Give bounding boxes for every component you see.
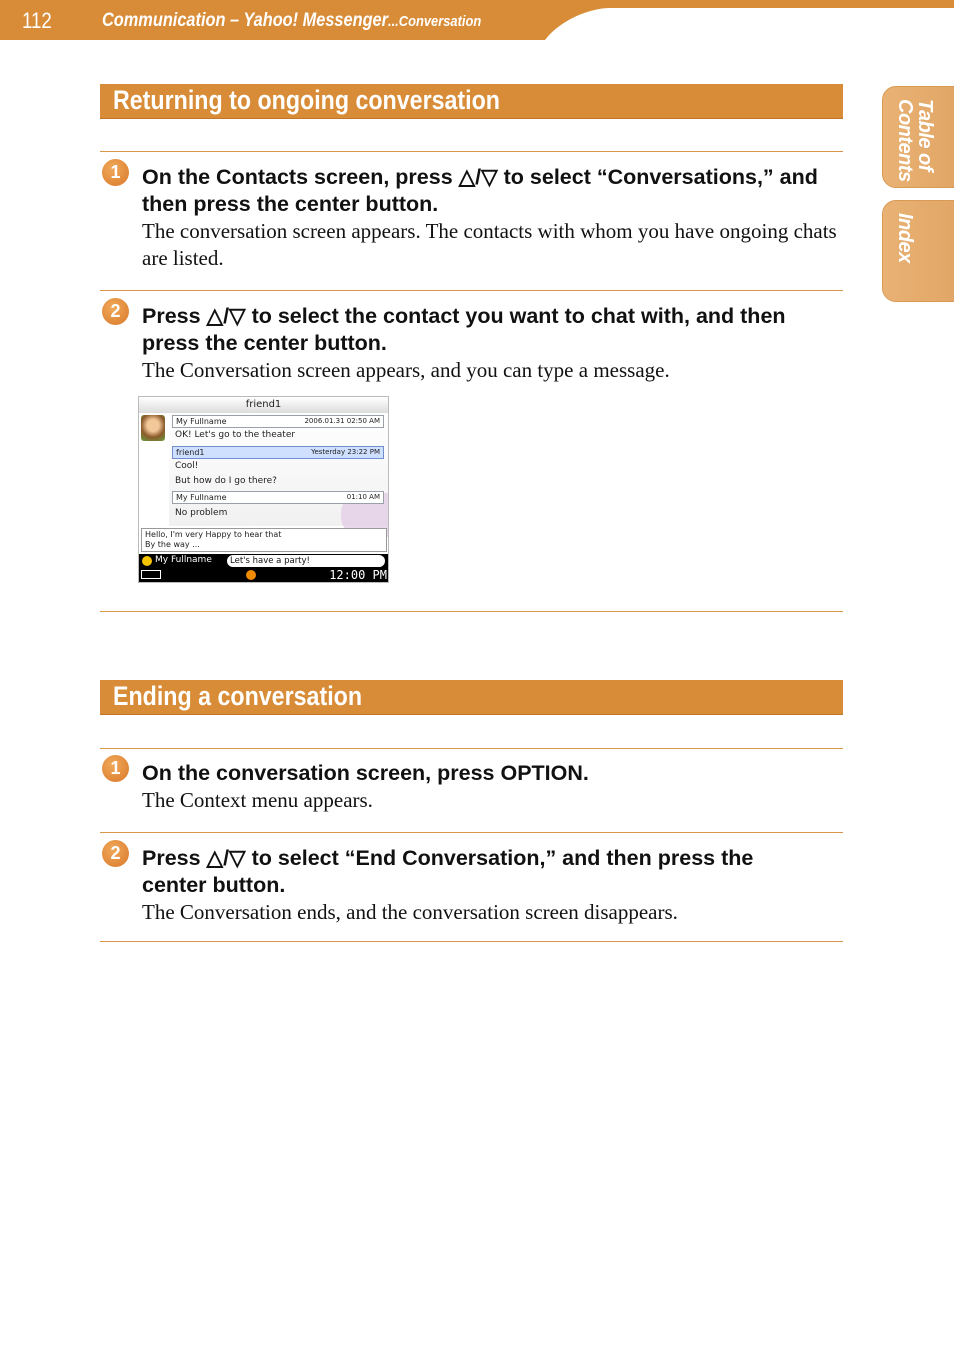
status-message: Let's have a party!: [227, 555, 385, 567]
message-text: OK! Let's go to the theater: [175, 430, 296, 440]
divider: [100, 748, 843, 749]
message-sender: friend1: [176, 448, 205, 457]
step-instruction: Press △/▽ to select the contact you want to chat with, and then press the center button.: [142, 304, 786, 355]
message-header: [172, 491, 384, 504]
step-result: The Conversation screen appears, and you can type a message.: [142, 358, 670, 382]
toc-label-line2: Contents: [894, 99, 916, 182]
emoji-icon: [246, 570, 256, 580]
table-of-contents-label: [895, 99, 935, 182]
section-heading-ending: [100, 680, 843, 715]
step-result: The Context menu appears.: [142, 788, 373, 812]
message-sender: My Fullname: [176, 417, 227, 426]
step-number-badge: 1: [102, 159, 129, 186]
avatar: [141, 415, 165, 441]
divider: [100, 941, 843, 942]
battery-icon: [141, 570, 161, 579]
step-2-returning: [100, 298, 843, 388]
message-timestamp: 2006.01.31 02:50 AM: [304, 417, 380, 425]
step-instruction: On the Contacts screen, press △/▽ to select “Conversations,” and then press the center button.: [142, 165, 818, 216]
page-number: 112: [22, 8, 52, 33]
chat-log: [169, 413, 388, 526]
index-tab[interactable]: [882, 200, 954, 302]
table-of-contents-tab[interactable]: [882, 86, 954, 188]
smiley-icon: [142, 556, 152, 566]
step-result: The Conversation ends, and the conversation screen disappears.: [142, 900, 678, 924]
step-instruction: On the conversation screen, press OPTION.: [142, 761, 589, 785]
toc-label-line1: Table of: [914, 99, 936, 171]
step-number-badge: 2: [102, 840, 129, 867]
section-heading-text: Returning to ongoing conversation: [113, 85, 500, 115]
divider: [100, 832, 843, 833]
message-text: Cool!: [175, 461, 199, 471]
step-instruction: Press △/▽ to select “End Conversation,” and then press the center button.: [142, 846, 754, 897]
section-heading-text: Ending a conversation: [113, 681, 363, 711]
index-label: Index: [894, 213, 916, 263]
screenshot-title: friend1: [139, 397, 388, 413]
message-sender: My Fullname: [176, 493, 227, 502]
message-header-selected: [172, 446, 384, 459]
divider: [100, 151, 843, 152]
message-text: But how do I go there?: [175, 476, 277, 486]
step-1-returning: [100, 159, 843, 287]
status-name: My Fullname: [155, 555, 212, 565]
message-timestamp: 01:10 AM: [346, 493, 380, 501]
conversation-screenshot: [138, 396, 389, 583]
input-line: By the way ...: [145, 540, 200, 549]
step-2-ending: [100, 840, 843, 935]
step-number-badge: 1: [102, 755, 129, 782]
step-1-ending: [100, 755, 843, 827]
section-heading-returning: [100, 84, 843, 119]
input-line: Hello, I'm very Happy to hear that: [145, 530, 282, 539]
header-title: [102, 10, 481, 32]
message-header: [172, 415, 384, 428]
status-bar: [139, 554, 388, 582]
message-timestamp: Yesterday 23:22 PM: [311, 448, 380, 456]
step-number-badge: 2: [102, 298, 129, 325]
divider: [100, 611, 843, 612]
header-title-main: Communication – Yahoo! Messenger: [102, 10, 389, 31]
page-header: [0, 0, 954, 40]
header-subtitle: ...Conversation: [388, 13, 482, 30]
divider: [100, 290, 843, 291]
clock: 12:00 PM: [329, 568, 387, 582]
message-input: [141, 528, 387, 552]
step-result: The conversation screen appears. The contacts with whom you have ongoing chats are listed.: [142, 219, 837, 270]
message-text: No problem: [175, 508, 228, 518]
